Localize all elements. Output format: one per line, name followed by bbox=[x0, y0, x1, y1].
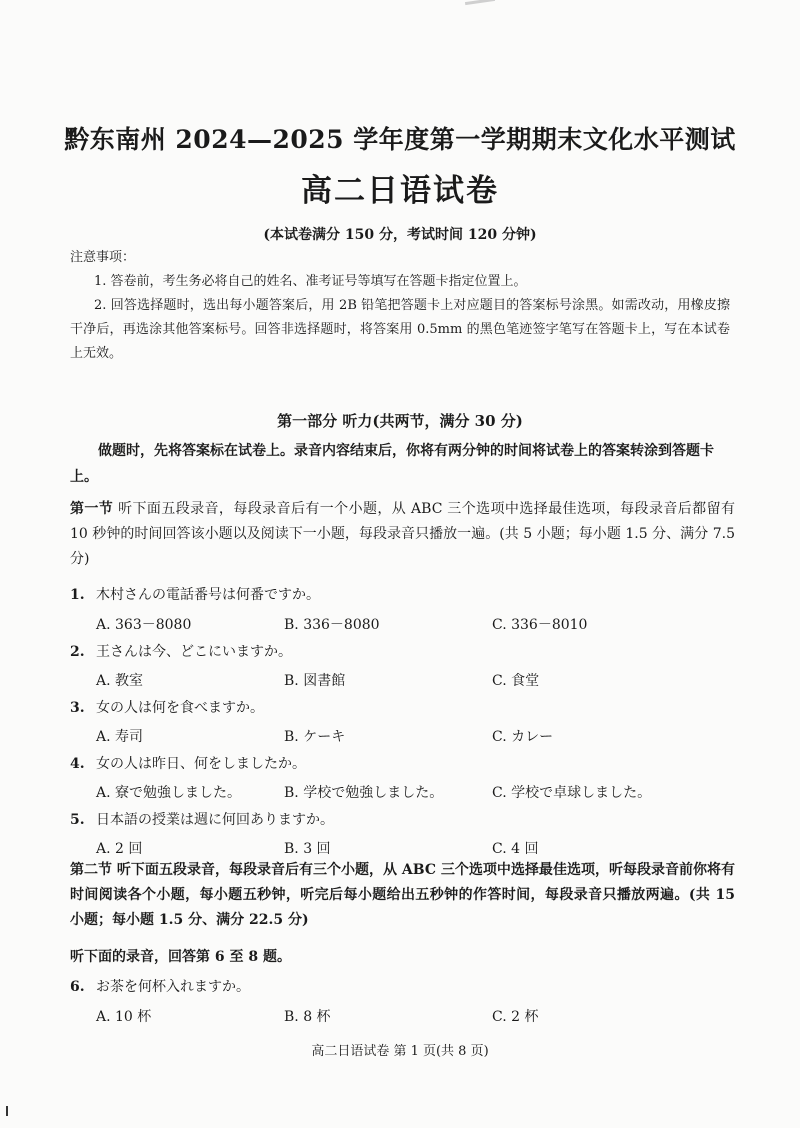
option-c: C. 食堂 bbox=[492, 673, 540, 689]
option-c: C. 336－8010 bbox=[492, 617, 588, 633]
option-a: A. 寮で勉強しました。 bbox=[96, 785, 242, 801]
question-number: 3. bbox=[70, 700, 85, 716]
question bbox=[70, 809, 334, 829]
question-text: 王さんは今、どこにいますか。 bbox=[96, 644, 292, 660]
scan-mark bbox=[465, 0, 495, 5]
option-c: C. 2 杯 bbox=[492, 1009, 539, 1025]
section-text: 听下面五段录音，每段录音后有三个小题，从 ABC 三个选项中选择最佳选项，听每段录音前你将有时间阅读各个小题，每小题五秒钟，听完后每小题给出五秒钟的作答时间，每段录音只播放两遍。(共 15 小题；每小题 1.5 分、满分 22.5 分) bbox=[70, 862, 736, 928]
option-b: B. 336－8080 bbox=[284, 617, 380, 633]
scan-mark bbox=[6, 1106, 8, 1116]
question-text: 木村さんの電話番号は何番ですか。 bbox=[96, 587, 320, 603]
question-text: 女の人は昨日、何をしましたか。 bbox=[96, 756, 306, 772]
exam-info: (本试卷满分 150 分，考试时间 120 分钟) bbox=[263, 227, 537, 243]
section-1-directions bbox=[70, 497, 735, 572]
notes-item: 2. 回答选择题时，选出每小题答案后，用 2B 铅笔把答题卡上对应题目的答案标号涂黑。如需改动，用橡皮擦干净后，再选涂其他答案标号。回答非选择题时，将答案用 0.5mm 的黑色笔迹签字笔写在答题卡上，写在本试卷上无效。 bbox=[70, 298, 730, 361]
option-a: A. 寿司 bbox=[96, 729, 144, 745]
question bbox=[70, 976, 250, 996]
question bbox=[70, 753, 306, 773]
question-number: 4. bbox=[70, 756, 85, 772]
question-text: 日本語の授業は週に何回ありますか。 bbox=[96, 812, 334, 828]
listening-prompt: 听下面的录音，回答第 6 至 8 题。 bbox=[70, 949, 291, 965]
option-a: A. 363－8080 bbox=[96, 617, 192, 633]
part-title: 第一部分 听力(共两节，满分 30 分) bbox=[277, 412, 523, 430]
question bbox=[70, 584, 320, 604]
question-number: 1. bbox=[70, 587, 85, 603]
question-number: 5. bbox=[70, 812, 85, 828]
option-a: A. 教室 bbox=[96, 673, 144, 689]
page-footer: 高二日语试卷 第 1 页(共 8 页) bbox=[311, 1044, 489, 1059]
option-b: B. ケーキ bbox=[284, 729, 346, 745]
part-instruction: 做题时，先将答案标在试卷上。录音内容结束后，你将有两分钟的时间将试卷上的答案转涂到答题卡上。 bbox=[70, 443, 714, 485]
option-c: C. 4 回 bbox=[492, 841, 539, 857]
exam-title: 黔东南州 2024—2025 学年度第一学期期末文化水平测试 bbox=[64, 125, 736, 154]
notes-item: 1. 答卷前，考生务必将自己的姓名、准考证号等填写在答题卡指定位置上。 bbox=[94, 274, 527, 289]
option-b: B. 8 杯 bbox=[284, 1009, 331, 1025]
section-label: 第二节 bbox=[70, 862, 113, 878]
question bbox=[70, 697, 264, 717]
question-text: 女の人は何を食べますか。 bbox=[96, 700, 264, 716]
option-b: B. 図書館 bbox=[284, 673, 346, 689]
option-c: C. 学校で卓球しました。 bbox=[492, 785, 652, 801]
section-label: 第一节 bbox=[70, 501, 114, 517]
option-b: B. 3 回 bbox=[284, 841, 331, 857]
question-number: 2. bbox=[70, 644, 85, 660]
question-text: お茶を何杯入れますか。 bbox=[96, 979, 250, 995]
exam-subject-title: 高二日语试卷 bbox=[301, 173, 499, 209]
section-text: 听下面五段录音，每段录音后有一个小题，从 ABC 三个选项中选择最佳选项，每段录音后都留有 10 秒钟的时间回答该小题以及阅读下一小题，每段录音只播放一遍。(共 5 小题；每小题 1.5 分、满分 7.5 分) bbox=[70, 501, 735, 567]
notes-section bbox=[70, 246, 730, 366]
notes-heading: 注意事项： bbox=[70, 250, 136, 265]
question bbox=[70, 641, 292, 661]
option-b: B. 学校で勉強しました。 bbox=[284, 785, 444, 801]
section-2-directions bbox=[70, 858, 735, 933]
option-a: A. 10 杯 bbox=[96, 1009, 152, 1025]
option-a: A. 2 回 bbox=[96, 841, 143, 857]
question-number: 6. bbox=[70, 979, 85, 995]
option-c: C. カレー bbox=[492, 729, 554, 745]
